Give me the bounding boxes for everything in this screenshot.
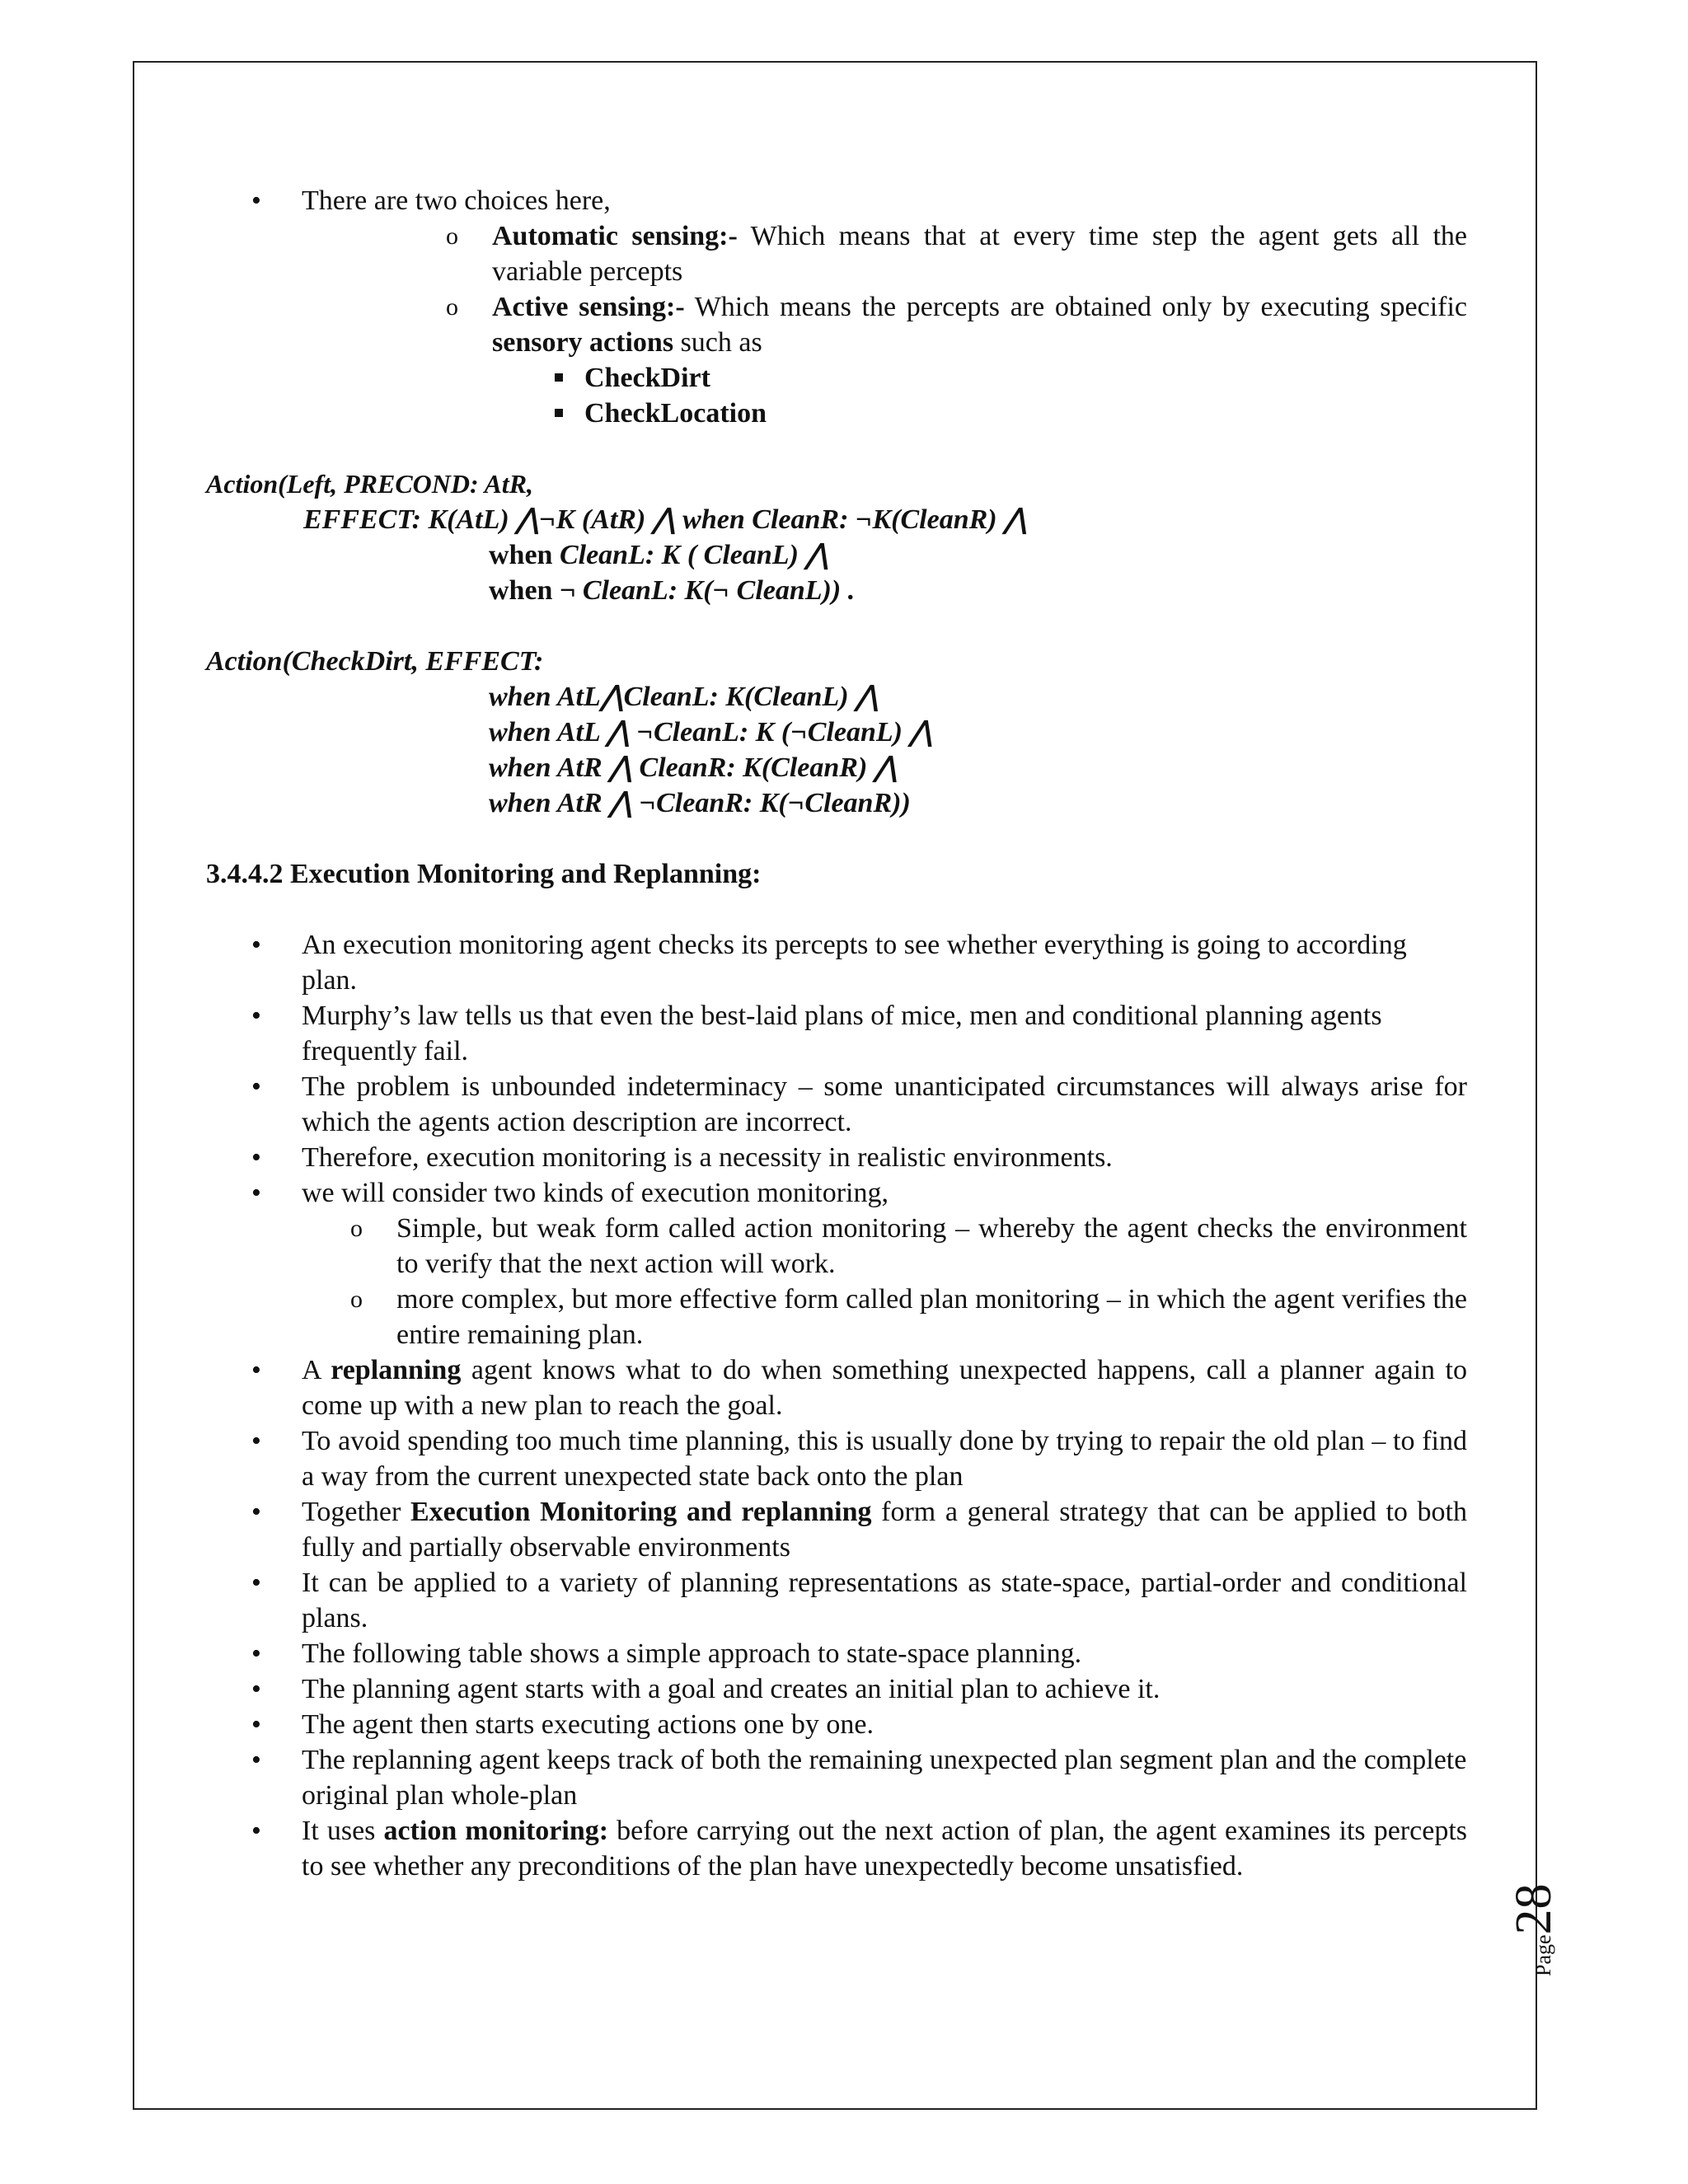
formula-line: when AtR ⋀ CleanR: K(CleanR) ⋀ [489,752,898,783]
term: Active sensing:- [492,292,685,322]
list-item: • Together Execution Monitoring and replanning form a general strategy that can be applied to both fully and partially observable environments [206,1494,1467,1565]
page-content [206,183,1467,1884]
term: Automatic sensing:- [492,221,738,251]
list-item: • The replanning agent keeps track of both the remaining unexpected plan segment plan and the complete original plan whole-plan [206,1742,1467,1813]
list-item: • A replanning agent knows what to do when something unexpected happens, call a planner again to come up with a new plan to reach the goal. [206,1352,1467,1423]
list-item: • Therefore, execution monitoring is a necessity in realistic environments. [206,1140,1467,1175]
formula-line: when CleanL: K ( CleanL) ⋀ [489,540,829,570]
list-item: o Simple, but weak form called action monitoring – whereby the agent checks the environment to verify that the next action will work. [206,1211,1467,1282]
formula-line: when AtL⋀CleanL: K(CleanL) ⋀ [489,682,879,712]
section-list [206,927,1467,1884]
formula-line: EFFECT: K(AtL) ⋀¬K (AtR) ⋀ when CleanR: ¬K(CleanR) ⋀ [303,504,1028,535]
sensory-actions-list [302,360,1467,431]
monitoring-kinds-list [206,1211,1467,1352]
list-item: o more complex, but more effective form called plan monitoring – in which the agent verifies the entire remaining plan. [206,1282,1467,1352]
list-item: CheckDirt [302,360,1467,396]
term: Execution Monitoring and replanning [410,1497,872,1527]
section-heading: 3.4.4.2 Execution Monitoring and Replanning: [206,859,762,889]
term: replanning [331,1355,462,1385]
formula-left [206,466,1467,608]
list-item: • The planning agent starts with a goal and creates an initial plan to achieve it. [206,1671,1467,1707]
formula-line: when AtR ⋀ ¬CleanR: K(¬CleanR)) [489,788,911,818]
formula-checkdirt [206,644,1467,821]
list-item: • The problem is unbounded indeterminacy – some unanticipated circumstances will always arise for which the agents action description are incorrect. [206,1069,1467,1140]
page-label: Page [1531,1934,1555,1976]
list-item: • An execution monitoring agent checks its percepts to see whether everything is going to according plan. [206,927,1467,998]
list-item: • To avoid spending too much time planning, this is usually done by trying to repair the old plan – to find a way from the current unexpected state back onto the plan [206,1423,1467,1494]
list-item: • The following table shows a simple approach to state-space planning. [206,1636,1467,1671]
formula-line: when AtL ⋀ ¬CleanL: K (¬CleanL) ⋀ [489,717,933,748]
intro-list [206,183,1467,431]
formula-line: Action(CheckDirt, EFFECT: [206,646,544,677]
formula-line: Action(Left, PRECOND: AtR, [206,469,534,499]
list-item: • It uses action monitoring: before carrying out the next action of plan, the agent examines its percepts to see whether any preconditions of the plan have unexpectedly become unsatisfied. [206,1813,1467,1884]
list-item: • It can be applied to a variety of planning representations as state-space, partial-order and conditional plans. [206,1565,1467,1636]
list-item: • There are two choices here, o Automatic sensing:- Which means that at every time step the agent gets all the variable percepts o Active sensing:- Which means the percepts are obtained only by executing specific sensory actions such as CheckDirt CheckLocation [206,183,1467,431]
list-item: • The agent then starts executing actions one by one. [206,1707,1467,1742]
list-item: o Active sensing:- Which means the percepts are obtained only by executing specific sensory actions such as CheckDirt CheckLocation [302,289,1467,431]
list-item: • we will consider two kinds of execution monitoring, o Simple, but weak form called action monitoring – whereby the agent checks the environment to verify that the next action will work. o more complex, but more effective form called plan monitoring – in which the agent verifies the entire remaining plan. [206,1175,1467,1352]
formula-line: when ¬ CleanL: K(¬ CleanL)) . [489,575,856,606]
term: sensory actions [492,327,674,358]
list-item: • Murphy’s law tells us that even the best-laid plans of mice, men and conditional planning agents frequently fail. [206,998,1467,1069]
choices-list [302,218,1467,431]
page-number [1505,1853,1562,1976]
page-number-value: 28 [1506,1883,1562,1935]
list-item: o Automatic sensing:- Which means that at every time step the agent gets all the variable percepts [302,218,1467,289]
term: action monitoring: [383,1816,609,1846]
list-item: CheckLocation [302,396,1467,431]
